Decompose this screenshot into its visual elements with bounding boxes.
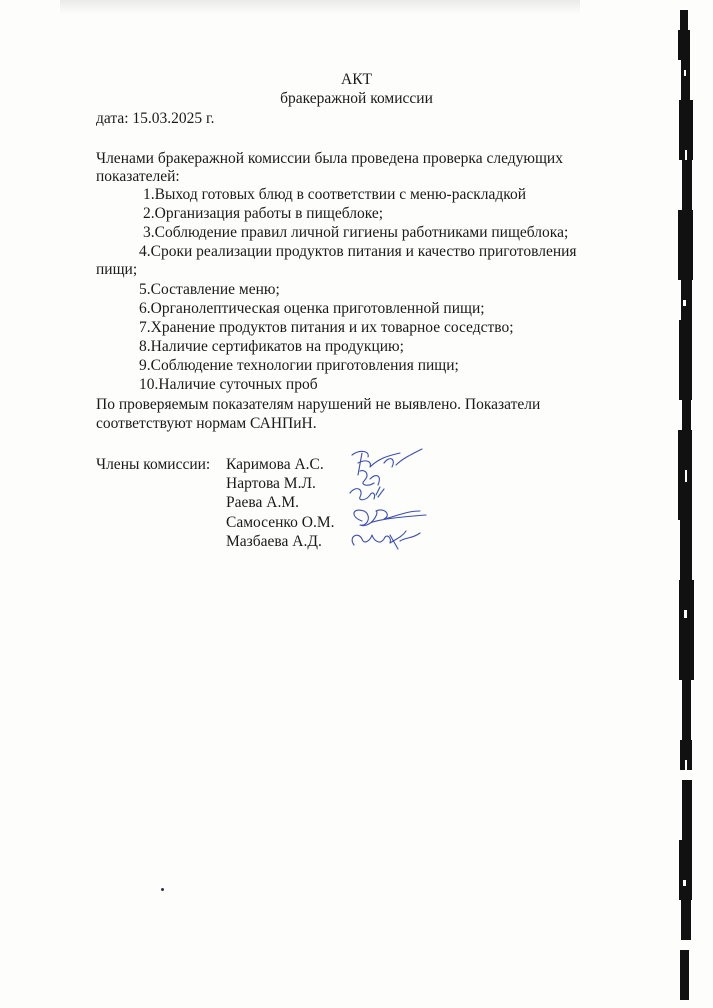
- member-name: Мазбаева А.Д.: [226, 533, 322, 550]
- checklist-item: 3.Соблюдение правил личной гигиены работниками пищеблока;: [143, 224, 569, 241]
- conclusion-line-2: соответствуют нормам САНПиН.: [96, 415, 317, 432]
- intro-text-line-2: показателей:: [96, 168, 180, 185]
- checklist-item-continuation: пищи;: [96, 261, 138, 278]
- members-label: Члены комиссии:: [96, 456, 211, 473]
- checklist-item: 1.Выход готовых блюд в соответствии с меню-раскладкой: [143, 186, 527, 203]
- checklist-item: 5.Составление меню;: [139, 281, 280, 298]
- signature-karimova: [352, 449, 422, 475]
- member-name: Раева А.М.: [226, 494, 299, 511]
- checklist-item: 2.Организация работы в пищеблоке;: [143, 205, 384, 222]
- member-name: Нартова М.Л.: [226, 475, 316, 492]
- document-date: дата: 15.03.2025 г.: [96, 110, 215, 127]
- signature-raeva: [350, 487, 384, 500]
- intro-text-line-1: Членами бракеражной комиссии была проведена проверка следующих: [96, 150, 563, 167]
- checklist-item: 8.Наличие сертификатов на продукцию;: [139, 338, 404, 355]
- signature-mazbaeva: [352, 531, 420, 549]
- checklist-item: 10.Наличие суточных проб: [139, 376, 318, 393]
- scan-speck: [161, 888, 164, 891]
- scan-top-shadow: [60, 0, 580, 14]
- document-subtitle: бракеражной комиссии: [280, 90, 433, 107]
- conclusion-line-1: По проверяемым показателям нарушений не выявлено. Показатели: [96, 396, 541, 413]
- signature-samosenko: [354, 510, 426, 526]
- checklist-item: 6.Органолептическая оценка приготовленной пищи;: [139, 300, 485, 317]
- signatures-image: [340, 445, 440, 565]
- signature-nartova: [360, 471, 379, 486]
- checklist-item: 4.Сроки реализации продуктов питания и качество приготовления: [139, 243, 577, 260]
- member-name: Самосенко О.М.: [226, 514, 335, 531]
- member-name: Каримова А.С.: [226, 456, 324, 473]
- scan-edge-artifact: [676, 0, 713, 1008]
- checklist-item: 7.Хранение продуктов питания и их товарное соседство;: [139, 319, 514, 336]
- checklist-item: 9.Соблюдение технологии приготовления пищи;: [139, 357, 459, 374]
- document-title: АКТ: [341, 71, 372, 88]
